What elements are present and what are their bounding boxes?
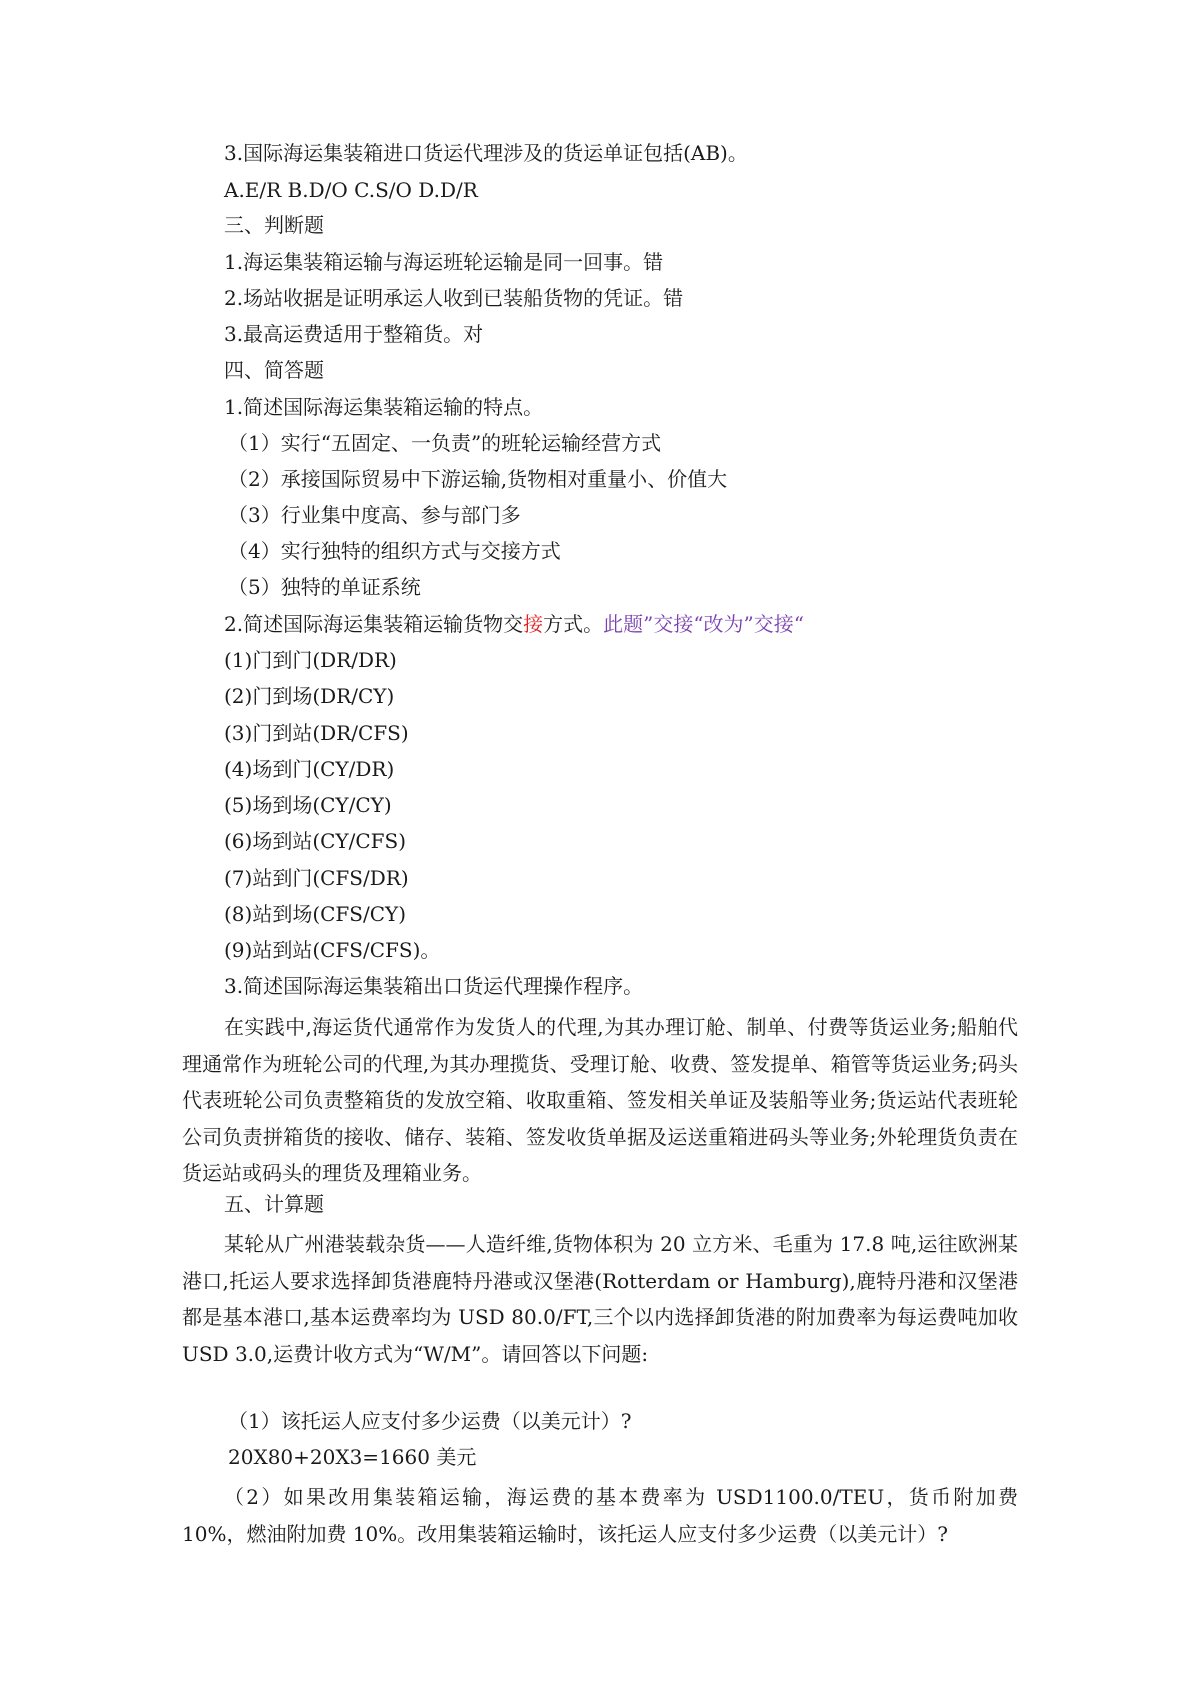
delivery-mode-item: (5)场到场(CY/CY) bbox=[224, 793, 392, 817]
calculation-problem-paragraph: 某轮从广州港装载杂货——人造纤维,货物体积为 20 立方米、毛重为 17.8 吨,运往欧洲某港口,托运人要求选择卸货港鹿特丹港或汉堡港(Rotterdam or Hamburg),鹿特丹港和汉堡港都是基本港口,基本运费率均为 USD 80.0/FT,三个以内选择卸货港的附加费率为每运费吨加收 USD 3.0,运费计收方式为“W/M”。请回答以下问题: bbox=[182, 1232, 1018, 1366]
edit-note: 此题”交接“改为”交接“ bbox=[603, 612, 804, 636]
short-answer-1-point: （1）实行“五固定、一负责”的班轮运输经营方式 bbox=[228, 431, 662, 455]
true-false-item-1: 1.海运集装箱运输与海运班轮运输是同一回事。错 bbox=[224, 250, 664, 274]
short-answer-question-2-text: 2.简述国际海运集装箱运输货物交 bbox=[224, 612, 524, 636]
calculation-question-1: （1）该托运人应支付多少运费（以美元计）? bbox=[228, 1409, 632, 1433]
highlighted-character: 接 bbox=[523, 612, 544, 636]
mc-question-3: 3.国际海运集装箱进口货运代理涉及的货运单证包括(AB)。 bbox=[224, 141, 748, 165]
short-answer-1-point: （3）行业集中度高、参与部门多 bbox=[228, 503, 521, 527]
delivery-mode-item: (1)门到门(DR/DR) bbox=[224, 648, 397, 672]
delivery-mode-item: (7)站到门(CFS/DR) bbox=[224, 866, 409, 890]
short-answer-question-2 bbox=[224, 610, 804, 638]
short-answer-1-point: （5）独特的单证系统 bbox=[228, 575, 421, 599]
calculation-answer-1: 20X80+20X3=1660 美元 bbox=[228, 1445, 477, 1469]
true-false-item-2: 2.场站收据是证明承运人收到已装船货物的凭证。错 bbox=[224, 286, 684, 310]
short-answer-1-point: （4）实行独特的组织方式与交接方式 bbox=[228, 539, 561, 563]
calculation-question-2: （2）如果改用集装箱运输，海运费的基本费率为 USD1100.0/TEU，货币附加费 10%，燃油附加费 10%。改用集装箱运输时，该托运人应支付多少运费（以美元计）? bbox=[182, 1485, 1018, 1546]
delivery-mode-item: (8)站到场(CFS/CY) bbox=[224, 902, 407, 926]
section-heading-short-answer: 四、简答题 bbox=[224, 358, 324, 382]
section-heading-calculation: 五、计算题 bbox=[224, 1192, 324, 1216]
section-heading-true-false: 三、判断题 bbox=[224, 213, 324, 237]
delivery-mode-item: (4)场到门(CY/DR) bbox=[224, 757, 395, 781]
mc-question-3-options: A.E/R B.D/O C.S/O D.D/R bbox=[224, 178, 478, 202]
delivery-mode-item: (3)门到站(DR/CFS) bbox=[224, 721, 409, 745]
short-answer-1-point: （2）承接国际贸易中下游运输,货物相对重量小、价值大 bbox=[228, 467, 728, 491]
short-answer-question-2-suffix: 方式。 bbox=[543, 612, 604, 636]
short-answer-question-3: 3.简述国际海运集装箱出口货运代理操作程序。 bbox=[224, 974, 644, 998]
delivery-mode-item: (6)场到站(CY/CFS) bbox=[224, 829, 407, 853]
delivery-mode-item: (9)站到站(CFS/CFS)。 bbox=[224, 938, 441, 962]
short-answer-question-1: 1.简述国际海运集装箱运输的特点。 bbox=[224, 395, 544, 419]
delivery-mode-item: (2)门到场(DR/CY) bbox=[224, 684, 395, 708]
true-false-item-3: 3.最高运费适用于整箱货。对 bbox=[224, 322, 484, 346]
short-answer-3-answer-paragraph: 在实践中,海运货代通常作为发货人的代理,为其办理订舱、制单、付费等货运业务;船舶代理通常作为班轮公司的代理,为其办理揽货、受理订舱、收费、签发提单、箱管等货运业务;码头代表班轮公司负责整箱货的发放空箱、收取重箱、签发相关单证及装船等业务;货运站代表班轮公司负责拼箱货的接收、储存、装箱、签发收货单据及运送重箱进码头等业务;外轮理货负责在货运站或码头的理货及理箱业务。 bbox=[182, 1015, 1018, 1185]
